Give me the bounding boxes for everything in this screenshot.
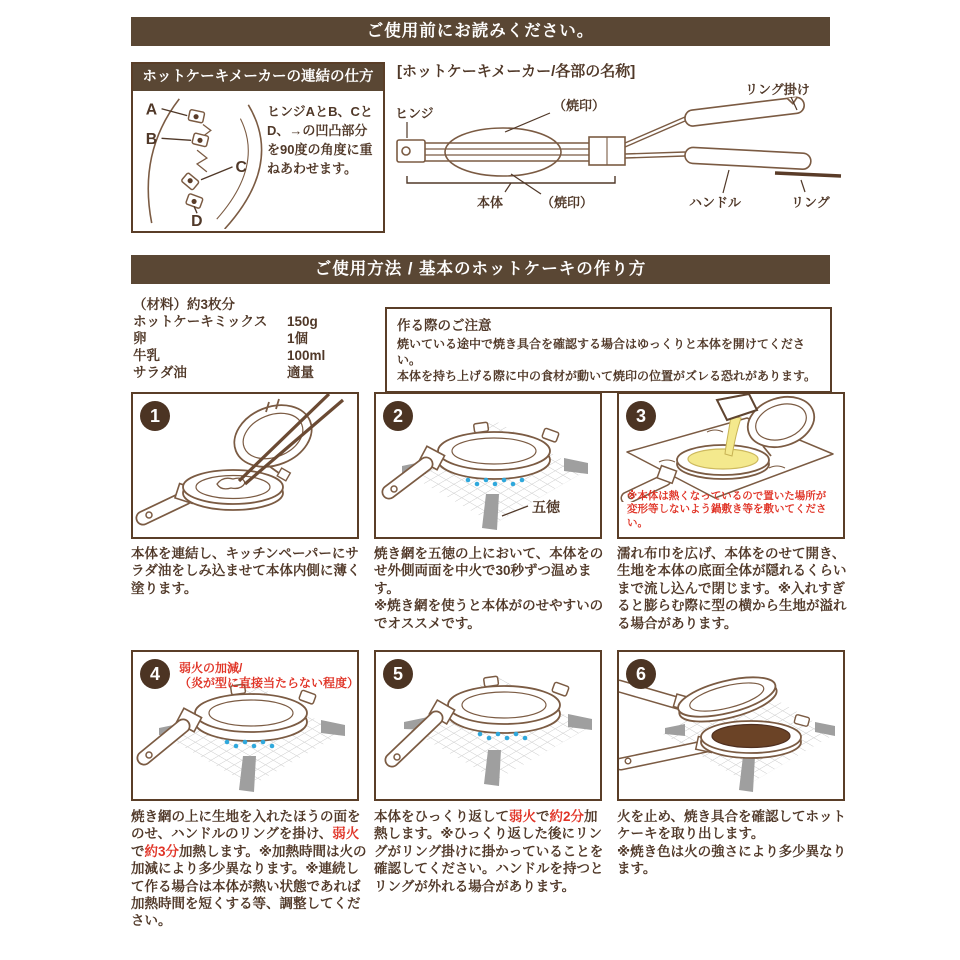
- step-3-box: [617, 392, 845, 539]
- flame: [505, 736, 510, 741]
- flame: [234, 744, 239, 749]
- parts-diagram-title: [ホットケーキメーカー/各部の名称]: [397, 63, 636, 80]
- batter: [688, 449, 758, 469]
- flame: [520, 478, 525, 483]
- label-handle: ハンドル: [689, 195, 742, 210]
- flame: [502, 478, 507, 483]
- step-1-caption: 本体を連結し、キッチンペーパーにサラダ油をしみ込ませて本体内側に薄く塗ります。: [131, 546, 361, 596]
- label-ring-hook: リング掛け: [745, 82, 810, 97]
- connection-guide-title: ホットケーキメーカーの連結の仕方: [133, 64, 383, 91]
- flame: [484, 478, 489, 483]
- flame: [511, 482, 516, 487]
- step-3-warning: ※本体は熱くなっているので置いた場所が変形等しないよう鍋敷き等を敷いてください。: [627, 489, 827, 529]
- flame: [270, 744, 275, 749]
- step-2-box: [374, 392, 602, 539]
- flame: [487, 736, 492, 741]
- hinge-connection-diagram: [133, 91, 267, 229]
- pancake: [712, 725, 790, 748]
- step-5-box: [374, 650, 602, 801]
- flame: [478, 732, 483, 737]
- connection-guide-box: [131, 62, 385, 233]
- label-ring: リング: [791, 195, 830, 210]
- flame: [475, 482, 480, 487]
- flame: [514, 732, 519, 737]
- open-lid: [225, 394, 321, 478]
- step-3-number: 3: [626, 401, 656, 431]
- step-4-heat-note: 弱火の加減/ （炎が型に直接当たらない程度）: [179, 661, 360, 690]
- step-2-number: 2: [383, 401, 413, 431]
- caution-box: [385, 307, 832, 393]
- burner-leg: [665, 724, 685, 736]
- ring-wire: [775, 173, 841, 176]
- ingredients-list: [133, 296, 383, 381]
- step-5-number: 5: [383, 659, 413, 689]
- step-4-caption: 焼き網の上に生地を入れたほうの面をのせ、ハンドルのリングを掛け、弱火で約3分加熱します。※加熱時間は火の加減により多少異なります。※連続して作る場合は本体が熱い状態であれば加熱時間を短くする等、調整してください。: [131, 809, 367, 929]
- ingredients-title: （材料）約3枚分: [133, 297, 236, 312]
- connection-guide-description: ヒンジAとB、CとD、→の凹凸部分を90度の角度に重ねあわせます。: [267, 104, 373, 176]
- hinge-label-a: A: [145, 101, 158, 119]
- ingredient-row: ホットケーキミックス 150g: [133, 314, 318, 329]
- step-4-box: [131, 650, 359, 801]
- step-6-box: [617, 650, 845, 801]
- ingredient-row: 牛乳 100ml: [133, 348, 326, 363]
- ingredient-row: 卵 1個: [133, 331, 309, 346]
- gotoku-label: 五徳: [532, 499, 560, 515]
- step-6-number: 6: [626, 659, 656, 689]
- step-6-caption: 火を止め、焼き具合を確認してホットケーキを取り出します。 ※焼き色は火の強さにより多少異なります。: [617, 809, 847, 877]
- ingredient-row: サラダ油 適量: [133, 365, 314, 380]
- flame: [243, 740, 248, 745]
- flame: [225, 740, 230, 745]
- caution-line: 本体を持ち上げる際に中の食材が動いて焼印の位置がズレる恐れがあります。: [397, 369, 817, 383]
- hinge-label-b: B: [145, 131, 158, 149]
- step-2-caption: 焼き網を五徳の上において、本体をのせ外側両面を中火で30秒ずつ温めます。 ※焼き網を使うと本体がのせやすいのでオススメです。: [374, 546, 604, 631]
- banner-how-to-use: ご使用方法 / 基本のホットケーキの作り方: [131, 255, 830, 284]
- flame: [496, 732, 501, 737]
- caution-title: 作る際のご注意: [397, 318, 492, 333]
- flame: [466, 478, 471, 483]
- banner-read-before-use: ご使用前にお読みください。: [131, 17, 830, 46]
- label-brand-bottom: （焼印）: [541, 195, 594, 210]
- flame: [252, 744, 257, 749]
- flame: [523, 736, 528, 741]
- caution-line: 焼いている途中で焼き具合を確認する場合はゆっくりと本体を開けてください。: [397, 337, 805, 367]
- flame: [493, 482, 498, 487]
- step-1-number: 1: [140, 401, 170, 431]
- flame: [261, 740, 266, 745]
- label-hinge: ヒンジ: [395, 106, 434, 121]
- hinge-label-d: D: [191, 213, 203, 229]
- step-4-number: 4: [140, 659, 170, 689]
- label-brand-top: （焼印）: [553, 98, 606, 113]
- hinge-label-c: C: [235, 158, 247, 176]
- step-3-caption: 濡れ布巾を広げ、本体をのせて開き、生地を本体の底面全体が隠れるくらいまで流し込んで閉じます。※入れすぎると膨らむ際に型の横から生地が溢れる場合があります。: [617, 546, 847, 631]
- step-5-caption: 本体をひっくり返して弱火で約2分加熱します。※ひっくり返した後にリングがリング掛けに掛かっていることを確認してください。ハンドルを持つとリングが外れる場合があります。: [374, 809, 604, 894]
- step-1-box: [131, 392, 359, 539]
- label-body: 本体: [477, 195, 504, 210]
- parts-diagram: [393, 80, 843, 220]
